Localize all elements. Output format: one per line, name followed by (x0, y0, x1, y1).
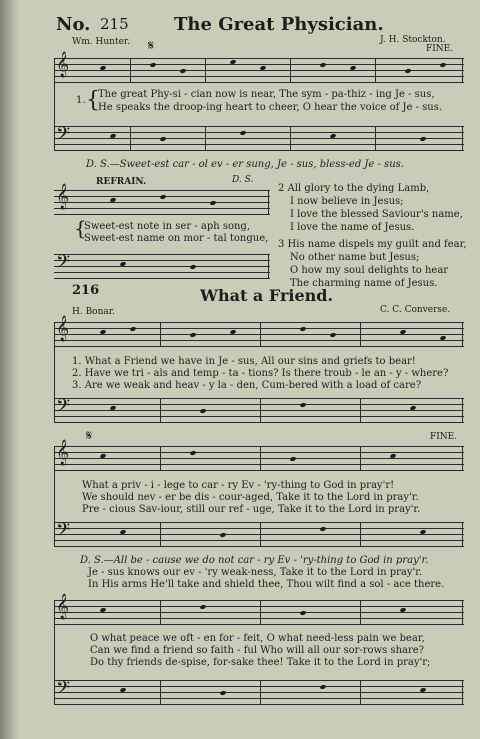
barline (268, 254, 269, 278)
fine-marking: FINE. (430, 432, 458, 442)
stanza-line: I now believe in Jesus; (290, 196, 404, 207)
hymn-title: What a Friend. (200, 286, 334, 305)
verse-number: 1. (76, 95, 86, 106)
lyric-line: Je - sus knows our ev - 'ry weak-ness, Take it to the Lord in pray'r. (88, 567, 423, 578)
bass-staff (54, 522, 464, 546)
barline (462, 680, 463, 704)
lyric-line: We should nev - er be dis - cour-aged, Take it to the Lord in pray'r. (82, 492, 419, 503)
stanza-line: 3 His name dispels my guilt and fear, (278, 239, 467, 250)
barline (160, 680, 161, 704)
lyric-line: Do thy friends de-spise, for-sake thee! Take it to the Lord in pray'r; (90, 657, 431, 668)
system-bracket (54, 58, 55, 150)
refrain-treble-staff (54, 190, 270, 214)
barline (462, 398, 463, 422)
lyric-line: Can we find a friend so faith - ful Who will all our sor-rows share? (90, 645, 425, 656)
lyric-line: In His arms He'll take and shield thee, Thou wilt find a sol - ace there. (88, 579, 445, 590)
barline (160, 446, 161, 470)
treble-clef-icon: 𝄞 (56, 440, 70, 465)
barline (462, 322, 463, 346)
treble-clef-icon: 𝄞 (56, 594, 70, 619)
stanza-line: O how my soul delights to hear (290, 265, 449, 276)
hymn-number: 215 (100, 15, 129, 33)
barline (205, 58, 206, 82)
treble-staff (54, 446, 464, 470)
barline (462, 600, 463, 624)
bass-staff (54, 126, 464, 150)
composer: J. H. Stockton. (380, 35, 446, 45)
barline (290, 58, 291, 82)
lyric-line: 1. What a Friend we have in Je - sus, All our sins and griefs to bear! (72, 356, 416, 367)
lyricist: Wm. Hunter. (72, 37, 131, 47)
bass-clef-icon: 𝄢 (56, 396, 71, 421)
barline (462, 126, 463, 150)
hymn-number: 216 (72, 283, 100, 298)
barline (375, 58, 376, 82)
composer: C. C. Converse. (380, 305, 451, 315)
lyricist: H. Bonar. (72, 307, 115, 317)
barline (360, 322, 361, 346)
barline (462, 522, 463, 546)
barline (260, 522, 261, 546)
barline (260, 398, 261, 422)
barline (260, 680, 261, 704)
barline (160, 600, 161, 624)
barline (360, 680, 361, 704)
treble-clef-icon: 𝄞 (56, 184, 70, 209)
barline (360, 522, 361, 546)
refrain-lyric-line: Sweet-est name on mor - tal tongue, (84, 233, 269, 244)
barline (375, 126, 376, 150)
verse-brace: { (86, 88, 100, 113)
refrain-bass-staff (54, 254, 270, 278)
lyric-line: O what peace we oft - en for - feit, O what need-less pain we bear, (90, 633, 425, 644)
stanza-line: I love the name of Jesus. (290, 222, 415, 233)
barline (360, 398, 361, 422)
barline (360, 600, 361, 624)
bass-staff (54, 398, 464, 422)
lyric-line: What a priv - i - lege to car - ry Ev - 'ry-thing to God in pray'r! (82, 480, 395, 491)
ds-lyric-line: D. S.—Sweet-est car - ol ev - er sung, Je - sus, bless-ed Je - sus. (86, 159, 404, 170)
lyric-line: Pre - cious Sav-iour, still our ref - uge, Take it to the Lord in pray'r. (82, 504, 421, 515)
bass-clef-icon: 𝄢 (56, 124, 71, 149)
treble-clef-icon: 𝄞 (56, 316, 70, 341)
barline (160, 522, 161, 546)
bass-clef-icon: 𝄢 (56, 678, 71, 703)
barline (290, 126, 291, 150)
lyric-line: 3. Are we weak and heav - y la - den, Cum-bered with a load of care? (72, 380, 422, 391)
stanza-line: No other name but Jesus; (290, 252, 420, 263)
barline (268, 190, 269, 214)
barline (260, 446, 261, 470)
barline (462, 58, 463, 82)
bass-clef-icon: 𝄢 (56, 252, 71, 277)
barline (130, 126, 131, 150)
lyric-line: He speaks the droop-ing heart to cheer, O hear the voice of Je - sus. (98, 102, 443, 113)
stanza-line: 2 All glory to the dying Lamb, (278, 183, 430, 194)
barline (160, 398, 161, 422)
barline (462, 446, 463, 470)
barline (130, 58, 131, 82)
refrain-label: REFRAIN. (96, 177, 147, 187)
verse-brace: { (74, 216, 87, 240)
treble-clef-icon: 𝄞 (56, 52, 70, 77)
barline (205, 126, 206, 150)
lyric-line: 2. Have we tri - als and temp - ta - tions? Is there troub - le an - y - where? (72, 368, 449, 379)
number-label: No. (56, 14, 91, 35)
hymn-title: The Great Physician. (174, 14, 384, 35)
barline (360, 446, 361, 470)
ds-lyric-line: D. S.—All be - cause we do not car - ry Ev - 'ry-thing to God in pray'r. (80, 555, 429, 566)
segno-icon: 𝄋 (148, 38, 155, 54)
barline (260, 322, 261, 346)
stanza-line: The charming name of Jesus. (290, 278, 438, 289)
ds-marking: D. S. (232, 175, 254, 185)
bass-clef-icon: 𝄢 (56, 520, 71, 545)
barline (260, 600, 261, 624)
lyric-line: The great Phy-si - cian now is near, The sym - pa-thiz - ing Je - sus, (98, 89, 435, 100)
stanza-line: I love the blessed Saviour's name, (290, 209, 463, 220)
barline (160, 322, 161, 346)
treble-staff (54, 58, 464, 82)
fine-marking: FINE. (426, 44, 454, 54)
segno-icon: 𝄋 (86, 428, 93, 444)
bass-staff (54, 680, 464, 704)
refrain-lyric-line: Sweet-est note in ser - aph song, (84, 221, 251, 232)
